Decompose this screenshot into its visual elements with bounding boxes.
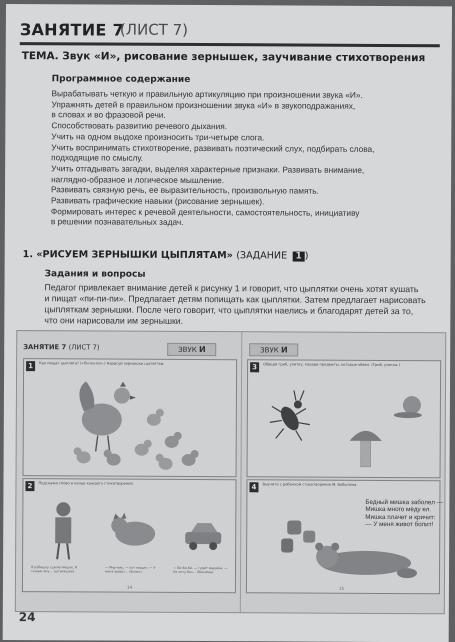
sound-tag-right: [249, 343, 299, 356]
poem-caption: Я рубашку сшила мишке, Я сошью ему… (штанишки).: [31, 565, 78, 574]
program-line: Способствовать развитию речевого дыхания.: [51, 120, 228, 132]
task-label: (ЗАДАНИЕ: [236, 250, 288, 262]
book-page: [3, 4, 452, 642]
panel-bear-poem: [246, 479, 441, 594]
questions-text: [44, 282, 444, 328]
page-number: 24: [18, 610, 36, 625]
workbook-spread: [15, 330, 446, 614]
poem-caption: — Би-би-би, — гудит машина, — Не хочу без… (бензина).: [173, 565, 228, 575]
panel-trace: [247, 359, 442, 478]
sound-letter: И: [280, 345, 288, 355]
questions-heading: Задания и вопросы: [44, 269, 146, 280]
questions-line: Педагог привлекает внимание детей к рисунку 1 и говорит, что цыплятки очень хотят кушать: [44, 282, 419, 295]
panel-poems: [22, 478, 237, 593]
program-line: Учить воспринимать стихотворение, развивать поэтический слух, подбирать слова,: [51, 141, 375, 154]
sound-label: ЗВУК: [260, 346, 279, 355]
workbook-sheet: (ЛИСТ 7): [68, 343, 100, 352]
program-line: Развивать графические навыки (рисование зернышек).: [50, 195, 265, 207]
panel-instruction: Подскажи слово в конце каждого стихотворения.: [38, 481, 134, 486]
panel-number: 4: [249, 482, 258, 492]
questions-line: что они нарисовали им зернышки.: [44, 315, 184, 326]
program-line: Упражнять детей в правильном произношении звука «И» в звукоподражаниях,: [51, 98, 356, 111]
panel-number: 3: [250, 362, 259, 372]
program-heading: Программное содержание: [51, 74, 191, 85]
spread-gutter: [240, 332, 242, 612]
hen-and-chicks-illustration: [24, 359, 237, 476]
lesson-sheet: (ЛИСТ 7): [119, 20, 189, 39]
poem-caption: — Мяу-мяу, — кот пищит, — У меня живот… (болит).: [105, 565, 156, 574]
poems-illustration: [23, 479, 236, 592]
program-line: подходящие по смыслу.: [51, 152, 144, 163]
task-close: ): [304, 250, 309, 262]
poem-line: — У меня живот болит!: [365, 521, 434, 529]
panel-number: 2: [25, 481, 34, 491]
lesson-theme: ТЕМА. Звук «И», рисование зернышек, заучивание стихотворения: [21, 50, 426, 65]
program-line: Вырабатывать четкую и правильную артикуляцию при произношении звука «И».: [51, 88, 363, 100]
bear-illustration: [247, 480, 440, 593]
workbook-page-right: 15: [338, 585, 345, 591]
program-line: в словах и во фразовой речи.: [51, 109, 166, 121]
program-line: Учить отгадывать загадки, выделяя характерные признаки. Развивать внимание,: [51, 163, 365, 175]
sound-letter: И: [198, 345, 206, 355]
panel-instruction: Выучите с ребенком стихотворение М. Бобылина.: [262, 482, 358, 487]
panel-instruction: Обведи гриб, улитку. Назови предметы, которые обвел. (Гриб, улитка.): [263, 362, 400, 368]
program-line: в решении познавательных задач.: [50, 216, 184, 228]
program-line: наглядно-образное и логическое мышление.: [51, 173, 225, 185]
panel-chickens: [23, 358, 238, 477]
poem-line: Мишка много мёду ел.: [365, 506, 432, 514]
beetle-mushroom-illustration: [248, 360, 441, 477]
bear-poem: [365, 499, 443, 529]
workbook-title-text: ЗАНЯТИЕ 7: [23, 343, 67, 352]
program-line: Формировать интерес к речевой деятельности, самостоятельность, инициативу: [50, 205, 360, 218]
sound-tag-left: [167, 343, 217, 356]
poem-line: Бедный мишка заболел —: [365, 498, 443, 507]
panel-number: 1: [26, 361, 35, 371]
task-number-badge: 1: [292, 252, 304, 262]
poem-line: Мишка плачет и кричит:: [365, 513, 436, 522]
section-title: 1. «РИСУЕМ ЗЕРНЫШКИ ЦЫПЛЯТАМ»: [22, 249, 233, 262]
lesson-header: [20, 18, 440, 47]
panel-instruction: Как пищат цыплята? («Пи-пи-пи».) Нарисуй зернышки цыплятам.: [39, 361, 165, 366]
section-heading: [23, 249, 309, 261]
workbook-page-left: 14: [126, 584, 133, 590]
sound-label: ЗВУК: [178, 345, 197, 355]
lesson-title: ЗАНЯТИЕ 7: [19, 20, 125, 40]
questions-line: и пищат «пи-пи-пи». Предлагает детям попищать как цыплятки. Затем предлагает нарисовать: [44, 293, 426, 306]
program-line: Развивать связную речь, ее выразительность, произвольную память.: [51, 184, 319, 196]
questions-line: цыпляткам зернышки. После чего говорит, что цыплятки наелись и благодарят детей за то,: [44, 304, 414, 317]
workbook-title: [23, 343, 99, 351]
program-line: Учить на одном выдохе произносить три-четыре слога.: [51, 131, 265, 143]
program-content: [51, 88, 432, 229]
